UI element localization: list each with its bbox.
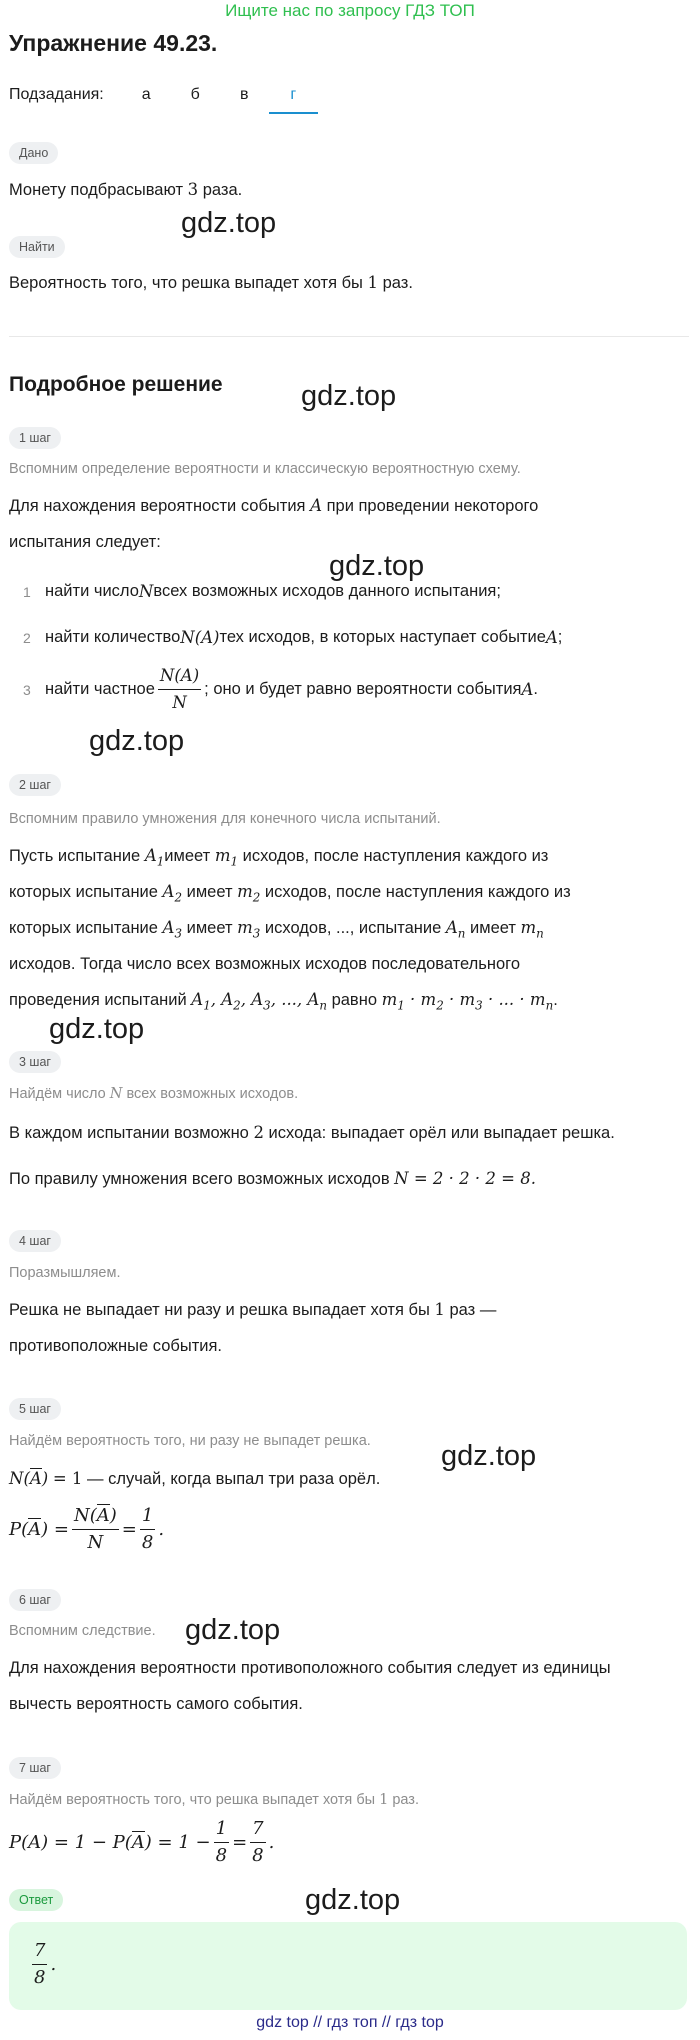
watermark: gdz.top bbox=[329, 550, 425, 582]
step2-chip: 2 шаг bbox=[9, 774, 61, 796]
subtasks-label: Подзадания: bbox=[9, 86, 104, 103]
watermark: gdz.top bbox=[181, 207, 277, 239]
fraction: $\frac{7}{8}$ bbox=[252, 1818, 264, 1866]
list-item: 2 найти количество N(A) тех исходов, в которых наступает событие A ; bbox=[23, 628, 563, 647]
answer-box: $\frac{7}{8}$ . bbox=[9, 1922, 687, 2010]
find-chip: Найти bbox=[9, 236, 65, 258]
step4-hint: Поразмышляем. bbox=[9, 1265, 121, 1281]
step1-line1: Для нахождения вероятности события A при проведении некоторого bbox=[9, 496, 539, 515]
step6-hint: Вспомним следствие. bbox=[9, 1623, 156, 1639]
step3-chip: 3 шаг bbox=[9, 1051, 61, 1073]
fraction: $\frac{7}{8}$ bbox=[34, 1940, 46, 1988]
watermark: gdz.top bbox=[185, 1614, 281, 1646]
list-item: 3 найти частное $\frac{N(A)}{N}$ ; оно и будет равно вероятности события A . bbox=[23, 666, 538, 712]
step5-formula: P(A) = $\frac{N(A)}{N}$ = $\frac{1}{8}$ . bbox=[9, 1505, 165, 1553]
watermark: gdz.top bbox=[305, 1884, 401, 1916]
given-text: Монету подбрасывают 3 раза. bbox=[9, 180, 243, 199]
watermark: gdz.top bbox=[49, 1013, 145, 1045]
fraction: $\frac{N(A)}{N}$ bbox=[159, 666, 200, 712]
tab-b[interactable]: б bbox=[190, 86, 200, 103]
watermark: gdz.top bbox=[301, 380, 397, 412]
fraction: $\frac{1}{8}$ bbox=[141, 1505, 154, 1553]
step7-hint: Найдём вероятность того, что решка выпадет хотя бы 1 раз. bbox=[9, 1792, 419, 1808]
solution-title: Подробное решение bbox=[9, 373, 223, 396]
top-banner: Ищите нас по запросу ГДЗ ТОП bbox=[225, 1, 475, 20]
step3-hint: Найдём число N всех возможных исходов. bbox=[9, 1086, 299, 1102]
watermark: gdz.top bbox=[441, 1440, 537, 1472]
step1-line2: испытания следует: bbox=[9, 533, 161, 551]
list-item: 1 найти число N всех возможных исходов данного испытания; bbox=[23, 582, 501, 601]
step6-line2: вычесть вероятность самого события. bbox=[9, 1695, 303, 1713]
step2-hint: Вспомним правило умножения для конечного числа испытаний. bbox=[9, 811, 441, 827]
step2-line1: Пусть испытание $A_1имеет$ $m_1$ исходов, после наступления каждого из bbox=[9, 846, 549, 869]
step2-line5: проведения испытаний $A_1$, $A_2$, $A_3$, ..., $A_n$ равно $m_1 \cdot m_2 \cdot m_3$ · ... · $m_n$. bbox=[9, 990, 558, 1013]
step1-chip: 1 шаг bbox=[9, 427, 61, 449]
subtasks-bar bbox=[9, 82, 318, 114]
step5-hint: Найдём вероятность того, ни разу не выпадет решка. bbox=[9, 1433, 371, 1449]
step3-line1: В каждом испытании возможно 2 исхода: выпадает орёл или выпадает решка. bbox=[9, 1123, 615, 1142]
step7-chip: 7 шаг bbox=[9, 1757, 61, 1779]
page-title: Упражнение 49.23. bbox=[9, 30, 218, 56]
divider bbox=[9, 336, 689, 337]
step4-line1: Решка не выпадает ни разу и решка выпадает хотя бы 1 раз — bbox=[9, 1300, 497, 1319]
tab-v[interactable]: в bbox=[239, 86, 249, 103]
step1-hint: Вспомним определение вероятности и классическую вероятностную схему. bbox=[9, 461, 521, 477]
step3-line2: По правилу умножения всего возможных исходов N = 2 · 2 · 2 = 8. bbox=[9, 1169, 536, 1188]
given-chip: Дано bbox=[9, 142, 58, 164]
fraction: $\frac{N(A)}{N}$ bbox=[73, 1505, 117, 1553]
tab-a[interactable]: а bbox=[141, 86, 151, 103]
step4-line2: противоположные события. bbox=[9, 1337, 222, 1355]
step7-formula: P(A) = 1 − P(A) = 1 − $\frac{1}{8}$ = $\frac{7}{8}$ . bbox=[9, 1818, 275, 1866]
footer-links[interactable]: gdz top // гдз топ // гдз top bbox=[256, 2014, 444, 2031]
step2-line2: которых испытание $A_2$ имеет $m_2$ исходов, после наступления каждого из bbox=[9, 882, 571, 905]
step2-line4: исходов. Тогда число всех возможных исходов последовательного bbox=[9, 955, 520, 973]
step6-chip: 6 шаг bbox=[9, 1589, 61, 1611]
find-text: Вероятность того, что решка выпадет хотя бы 1 раз. bbox=[9, 273, 413, 292]
step2-line3: которых испытание $A_3$ имеет $m_3$ исходов, ..., испытание $A_n$ имеет $m_n$ bbox=[9, 918, 544, 941]
step6-line1: Для нахождения вероятности противоположного события следует из единицы bbox=[9, 1659, 611, 1677]
step5-chip: 5 шаг bbox=[9, 1398, 61, 1420]
fraction: $\frac{1}{8}$ bbox=[215, 1818, 228, 1866]
step5-line1: N(A) = 1 — случай, когда выпал три раза орёл. bbox=[9, 1469, 381, 1488]
step4-chip: 4 шаг bbox=[9, 1230, 61, 1252]
tab-g[interactable]: г bbox=[269, 82, 318, 114]
answer-chip: Ответ bbox=[9, 1889, 63, 1911]
watermark: gdz.top bbox=[89, 725, 185, 757]
